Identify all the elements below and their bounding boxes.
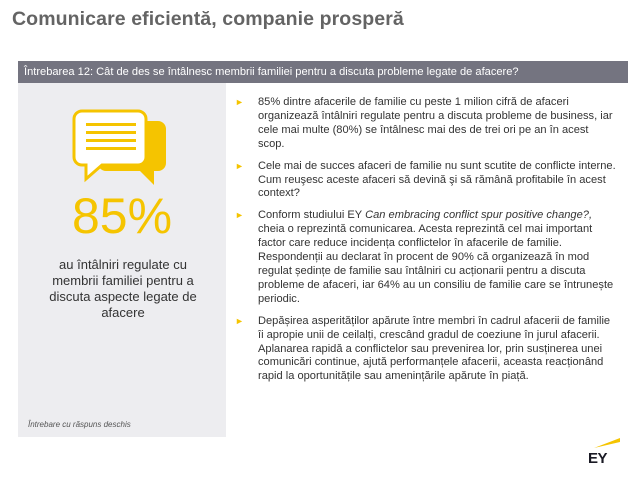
bullet-text: Cele mai de succes afaceri de familie nu sunt scutite de conflicte interne. Cum reuşesc aceste afaceri să devină şi să rămână profitabile în acest context? (258, 159, 616, 200)
arrow-bullet-icon: ► (235, 97, 244, 107)
speech-bubbles-icon (72, 107, 170, 195)
study-title: Can embracing conflict spur positive change?, (365, 209, 593, 222)
bullet-text-prefix: Conform studiului EY (258, 209, 366, 222)
stat-caption: au întâlniri regulate cu membrii familiei pentru a discuta aspecte legate de afacere (49, 257, 197, 320)
ey-logo-text: EY (588, 450, 608, 467)
bullet-text: 85% dintre afacerile de familie cu peste 1 milion cifră de afaceri organizează întâlniri regulate pentru a discuta probleme de business, iar cele mai multe (80%) se întâlnesc mai des de trei ori pe an în acest scop. (258, 96, 613, 150)
arrow-bullet-icon: ► (235, 160, 244, 171)
list-item (233, 315, 617, 385)
ey-logo (588, 436, 622, 468)
question-banner: Întrebarea 12: Cât de des se întâlnesc membrii familiei pentru a discuta probleme legate de afacere? (18, 61, 628, 83)
bullet-text: Depășirea asperităților apărute între membri în cadrul afacerii de familie îi apropie unii de ceilalți, crescând gradul de coeziune în jurul afacerii. Aplanarea rapidă a conflictelor sau prevenirea lor, prin susținerea unei comunicări continue, ajută performanțele afacerii, aceasta reacționând rapid la oportunitățile sau amenințările apărute în piață. (258, 314, 611, 383)
arrow-bullet-icon: ► (235, 210, 244, 221)
list-item (233, 160, 617, 202)
arrow-bullet-icon: ► (235, 315, 244, 326)
page-title: Comunicare eficientă, companie prosperă (12, 8, 404, 30)
bullet-list (233, 96, 617, 392)
bullet-text-suffix: cheia o reprezintă comunicarea. Acesta reprezintă cel mai important factor care reduce incidența conflictelor în afacerile de familie. Respondenții au declarat în procent de 90% că organizează în mod regulat ședințe de familie sau întâlniri cu acționarii pentru a discuta probleme de afaceri, iar 64% au un consiliu de familie care se întrunește periodic. (258, 223, 614, 305)
list-item (233, 96, 617, 152)
list-item (233, 209, 617, 306)
stat-percent: 85% (71, 188, 173, 244)
footnote: Întrebare cu răspuns deschis (28, 420, 131, 429)
stat-panel (18, 83, 226, 437)
